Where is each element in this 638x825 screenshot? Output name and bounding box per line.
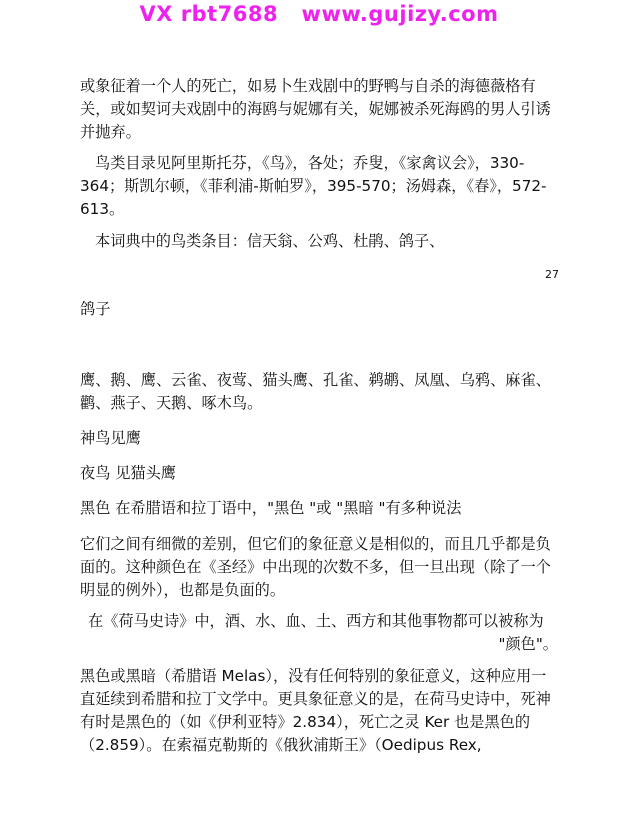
- paragraph-bird-entries: 本词典中的鸟类条目：信天翁、公鸡、杜鹃、鸽子、: [95, 232, 445, 250]
- paragraph-bird-catalogue: 鸟类目录见阿里斯托芬，《鸟》，各处；乔叟，《家禽议会》，330-364；斯凯尔顿，《菲利浦-斯帕罗》，395-570；汤姆森，《春》，572-613。: [80, 154, 547, 218]
- paragraph-dove: 鸽子: [80, 300, 111, 318]
- paragraph-melas: 黑色或黑暗（希腊语 Melas），没有任何特别的象征意义，这种应用一直延续到希腊和拉丁文学中。更具象征意义的是，在荷马史诗中，死神有时是黑色的（如《伊利亚特》2.834），死亡之灵 Ker 也是黑色的（2.859）。在索福克勒斯的《俄狄浦斯王》（Oedipus Rex,: [80, 667, 551, 754]
- entry-bird-of-god: 神鸟见鹰: [80, 429, 141, 447]
- paragraph-black-meaning: 它们之间有细微的差别，但它们的象征意义是相似的，而且几乎都是负面的。这种颜色在《圣经》中出现的次数不多，但一旦出现（除了一个明显的例外），也都是负面的。: [80, 535, 551, 599]
- entry-black-heading: 黑色 在希腊语和拉丁语中，"黑色 "或 "黑暗 "有多种说法: [80, 499, 462, 517]
- homer-color-word: "颜色"。: [498, 635, 558, 653]
- paragraph-bird-list: 鹰、鹅、鹰、云雀、夜莺、猫头鹰、孔雀、鹈鹕、凤凰、乌鸦、麻雀、鹳、燕子、天鹅、啄木鸟。: [80, 371, 551, 412]
- page-number: 27: [545, 268, 559, 281]
- paragraph-homer: [88, 610, 558, 656]
- watermark: VX rbt7688 www.gujizy.com: [139, 2, 499, 26]
- paragraph-death-symbol: 或象征着一个人的死亡，如易卜生戏剧中的野鸭与自杀的海德薇格有关，或如契诃夫戏剧中的海鸥与妮娜有关，妮娜被杀死海鸥的男人引诱并抛弃。: [80, 77, 551, 141]
- entry-night-bird: 夜鸟 见猫头鹰: [80, 464, 176, 482]
- homer-text: 在《荷马史诗》中，酒、水、血、土、西方和其他事物都可以被称为: [88, 612, 544, 630]
